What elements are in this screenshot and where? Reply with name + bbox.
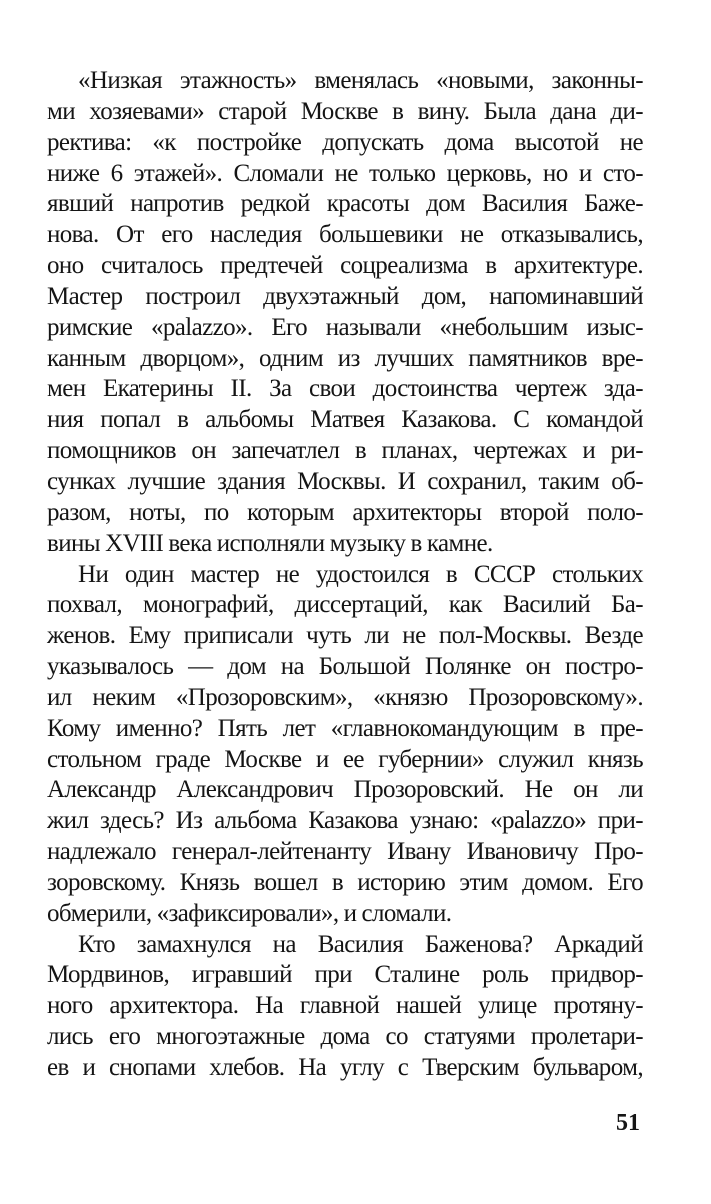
text-line: Кто замахнулся на Василия Баженова? Аркадий	[78, 930, 643, 958]
text-line: женов. Ему приписали чуть ли не пол-Москвы. Везде	[47, 622, 643, 650]
text-line: ректива: «к постройке допускать дома высотой не	[47, 128, 643, 156]
text-line: оно считалось предтечей соцреализма в архитектуре.	[47, 252, 643, 280]
page-body	[47, 66, 643, 1084]
text-line: похвал, монографий, диссертаций, как Василий Ба-	[47, 591, 643, 619]
text-line: римские «palazzo». Его называли «небольшим изыс-	[47, 313, 643, 341]
text-line: ми хозяевами» старой Москве в вину. Была дана ди-	[47, 97, 643, 125]
text-line: ного архитектора. На главной нашей улице протяну-	[47, 992, 643, 1020]
text-line: жил здесь? Из альбома Казакова узнаю: «palazzo» при-	[47, 807, 643, 835]
page-number: 51	[616, 1110, 640, 1136]
text-line: явший напротив редкой красоты дом Василия Баже-	[47, 190, 643, 218]
text-line: лись его многоэтажные дома со статуями пролетари-	[47, 1023, 643, 1051]
paragraph-3	[47, 930, 643, 1084]
text-line: Мастер построил двухэтажный дом, напоминавший	[47, 282, 643, 310]
paragraph-2	[47, 560, 643, 930]
text-line: ния попал в альбомы Матвея Казакова. С командой	[47, 406, 643, 434]
text-line: «Низкая этажность» вменялась «новыми, законны-	[78, 67, 643, 94]
text-line: канным дворцом», одним из лучших памятников вре-	[47, 344, 643, 372]
text-line: разом, ноты, по которым архитекторы второй поло-	[47, 498, 643, 526]
text-line: сунках лучшие здания Москвы. И сохранил, таким об-	[47, 467, 643, 495]
text-line: Ни один мастер не удостоился в СССР стольких	[78, 560, 643, 588]
text-line: надлежало генерал-лейтенанту Ивану Ивановичу Про-	[47, 838, 643, 866]
text-line: Мордвинов, игравший при Сталине роль придвор-	[47, 961, 643, 989]
text-line: зоровскому. Князь вошел в историю этим домом. Его	[47, 868, 643, 896]
text-line: ниже 6 этажей». Сломали не только церковь, но и сто-	[47, 159, 643, 187]
text-line: Александр Александрович Прозоровский. Не он ли	[47, 776, 643, 804]
text-line: помощников он запечатлел в планах, чертежах и ри-	[47, 437, 643, 465]
text-line: Кому именно? Пять лет «главнокомандующим в пре-	[47, 714, 643, 742]
text-line: ил неким «Прозоровским», «князю Прозоровскому».	[47, 683, 643, 711]
paragraph-1	[47, 66, 643, 560]
text-line: вины XVIII века исполняли музыку в камне.	[47, 529, 493, 557]
text-line: мен Екатерины II. За свои достоинства чертеж зда-	[47, 375, 643, 403]
text-line: ев и снопами хлебов. На углу с Тверским бульваром,	[47, 1054, 643, 1081]
text-line: стольном граде Москве и ее губернии» служил князь	[47, 745, 643, 773]
text-line: указывалось — дом на Большой Полянке он постро-	[47, 653, 643, 681]
text-line: обмерили, «зафиксировали», и сломали.	[47, 899, 452, 927]
text-line: нова. От его наследия большевики не отказывались,	[47, 221, 643, 249]
